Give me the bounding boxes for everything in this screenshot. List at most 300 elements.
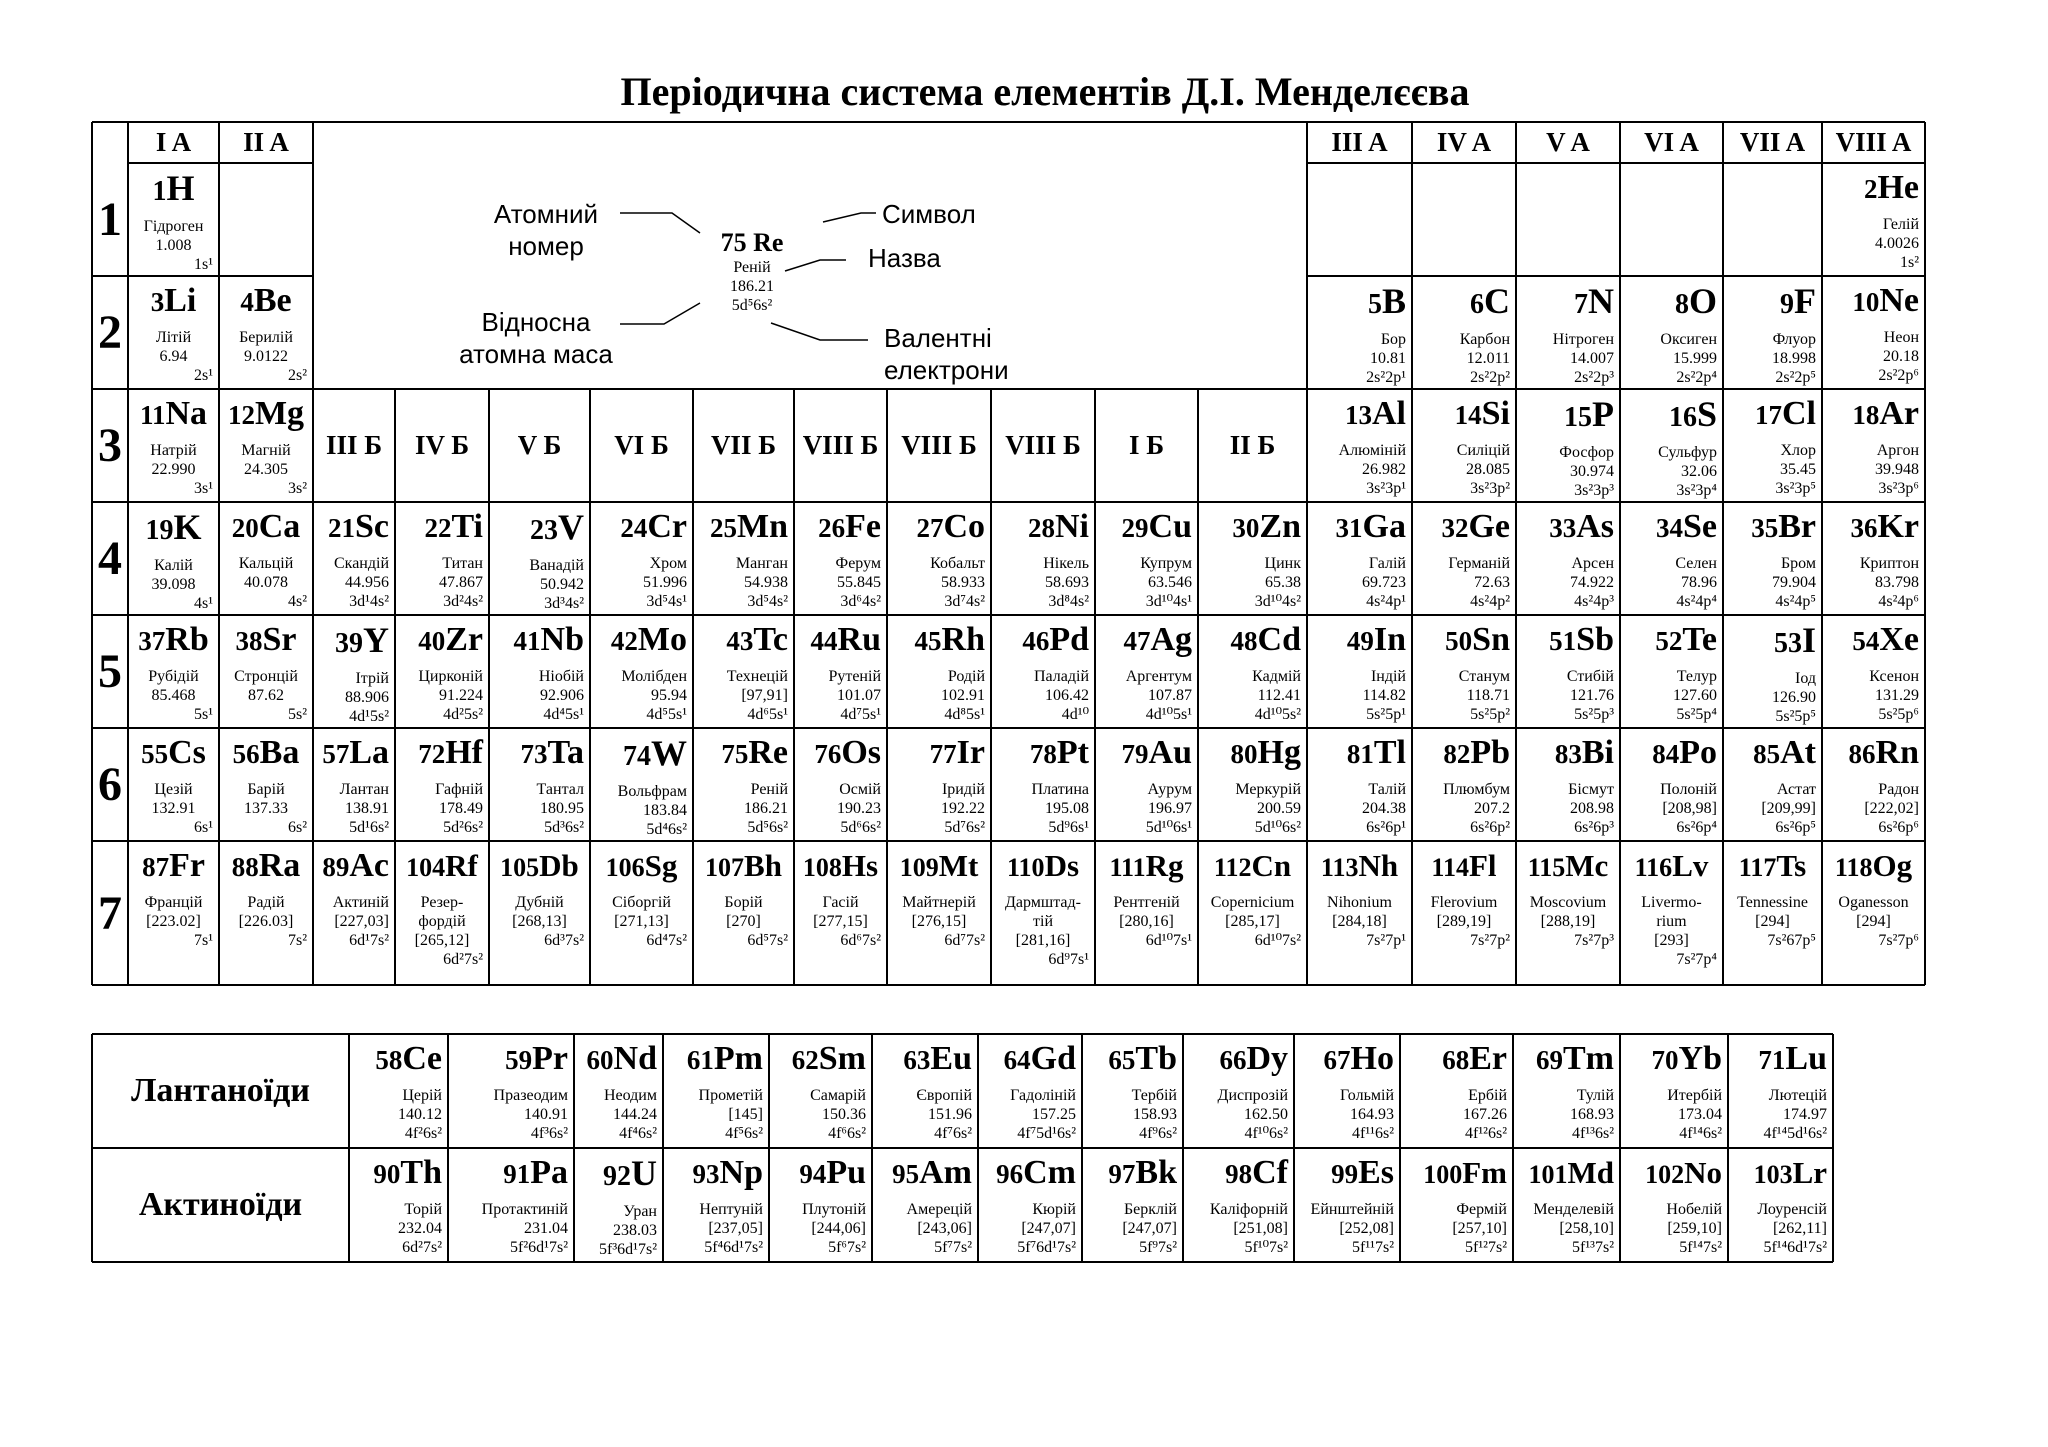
atomic-mass: [277,15]: [813, 913, 868, 930]
element-name: Гольмій: [1339, 1087, 1394, 1104]
electron-config: 3d¹4s²: [349, 593, 389, 610]
electron-config: 4d⁵5s¹: [646, 706, 687, 723]
element-symbol: Pr: [532, 1040, 568, 1077]
atomic-number: 98: [1225, 1159, 1253, 1189]
atomic-number: 2: [1863, 174, 1878, 204]
electron-config: 2s²2p²: [1470, 369, 1510, 386]
element-name: Натрій: [150, 442, 197, 459]
atomic-number: 8: [1674, 289, 1689, 320]
atomic-mass: 150.36: [822, 1106, 866, 1123]
electron-config: 4f¹³6s²: [1572, 1125, 1614, 1142]
element-name: Прометій: [698, 1087, 763, 1104]
atomic-number: 114: [1431, 853, 1469, 882]
electron-config: 4s²4p³: [1574, 593, 1614, 610]
electron-config: 4d¹⁰5s²: [1254, 706, 1301, 723]
legend-example-name: Реній: [733, 259, 771, 276]
element-symbol: Lv: [1672, 848, 1709, 883]
element-symbol: Si: [1481, 395, 1510, 432]
electron-config: 5d¹6s²: [349, 819, 389, 836]
atomic-mass: 24.305: [244, 461, 288, 478]
atomic-mass: 183.84: [643, 802, 687, 819]
element-name: Борій: [724, 894, 763, 911]
element-symbol: Lr: [1792, 1155, 1827, 1190]
element-symbol: Rb: [165, 621, 209, 658]
atomic-number: 85: [1753, 739, 1781, 769]
electron-config: 2s²2p⁵: [1775, 369, 1816, 386]
electron-config: 7s²7p²: [1470, 932, 1510, 949]
atomic-number: 81: [1346, 739, 1374, 769]
electron-config: 4d¹⁰: [1061, 706, 1089, 723]
element-name: Карбон: [1459, 331, 1510, 348]
electron-config: 3d¹⁰4s²: [1254, 593, 1301, 610]
atomic-number: 106: [605, 853, 645, 882]
element-name: Силіцій: [1456, 442, 1510, 459]
atomic-mass: [244,06]: [811, 1220, 866, 1237]
element-symbol: Ga: [1362, 508, 1406, 545]
atomic-number: 50: [1445, 626, 1473, 656]
atomic-number: 113: [1320, 853, 1359, 882]
atomic-mass: 47.867: [439, 574, 483, 591]
atomic-number: 30: [1232, 513, 1260, 543]
atomic-mass: 151.96: [928, 1106, 972, 1123]
element-name: Ферум: [835, 555, 881, 572]
atomic-mass: [223.02]: [146, 913, 201, 930]
electron-config: 4s¹: [193, 595, 213, 612]
element-symbol: Hf: [445, 734, 483, 771]
electron-config: 5f⁹7s²: [1139, 1239, 1177, 1256]
atomic-mass: 32.06: [1681, 463, 1717, 480]
element-name: Кадмій: [1252, 668, 1301, 685]
element-name: Tennessine: [1737, 894, 1808, 911]
group-header-ib: I Б: [1128, 430, 1165, 460]
atomic-mass: 85.468: [151, 687, 196, 704]
electron-config: 4s²4p⁵: [1775, 593, 1816, 610]
element-symbol: Zr: [445, 621, 483, 658]
element-symbol: I: [1801, 620, 1816, 660]
atomic-number: 71: [1758, 1045, 1786, 1075]
element-name: Каліфорній: [1209, 1201, 1288, 1218]
atomic-number: 74: [623, 741, 651, 772]
electron-config: 4s²4p¹: [1366, 593, 1406, 610]
atomic-number: 109: [899, 853, 939, 882]
element-name: Арсен: [1571, 555, 1614, 572]
atomic-number: 91: [503, 1159, 531, 1189]
atomic-number: 66: [1219, 1045, 1247, 1075]
element-symbol: P: [1592, 394, 1614, 434]
atomic-mass: 178.49: [439, 800, 483, 817]
atomic-mass: 114.82: [1362, 687, 1406, 704]
electron-config: 6d¹⁰7s²: [1254, 932, 1301, 949]
atomic-mass: 72.63: [1474, 574, 1510, 591]
legend-example-cell: [696, 228, 808, 315]
element-symbol: Kr: [1877, 508, 1919, 545]
element-symbol: Ir: [956, 734, 985, 771]
atomic-mass: [243,06]: [917, 1220, 972, 1237]
atomic-mass: [208,98]: [1662, 800, 1717, 817]
atomic-number: 55: [141, 739, 169, 769]
atomic-number: 68: [1442, 1045, 1470, 1075]
atomic-number: 63: [903, 1045, 931, 1075]
electron-config: 5f⁶7s²: [828, 1239, 866, 1256]
atomic-mass: [257,10]: [1452, 1220, 1507, 1237]
element-name: Торій: [404, 1201, 442, 1218]
element-symbol: Th: [400, 1154, 442, 1191]
element-name: Флуор: [1772, 331, 1816, 348]
atomic-number: 35: [1751, 513, 1779, 543]
atomic-mass: [289,19]: [1436, 913, 1492, 930]
element-symbol: Xe: [1879, 621, 1919, 658]
element-symbol: Na: [165, 395, 208, 432]
electron-config: 3d⁵4s²: [747, 593, 788, 610]
element-name: Фермій: [1456, 1201, 1507, 1218]
element-symbol: Ru: [837, 621, 881, 658]
element-name: Калій: [154, 557, 193, 574]
atomic-mass: 79.904: [1772, 574, 1816, 591]
element-name: Берклій: [1123, 1201, 1177, 1218]
electron-config: 4f¹⁴6s²: [1679, 1125, 1722, 1142]
leader-symbol: [823, 213, 876, 222]
element-name: Рубідій: [148, 668, 199, 685]
electron-config: 5s²5p⁵: [1775, 708, 1816, 725]
atomic-number: 46: [1022, 626, 1050, 656]
electron-config: 7s²7p¹: [1366, 932, 1406, 949]
atomic-mass: 54.938: [744, 574, 788, 591]
element-symbol: Es: [1358, 1154, 1394, 1191]
element-symbol: Bi: [1581, 734, 1614, 771]
atomic-mass: 101.07: [837, 687, 881, 704]
electron-config: 5s²5p³: [1574, 706, 1614, 723]
element-name: Оксиген: [1660, 331, 1717, 348]
electron-config: 3s²3p³: [1574, 482, 1614, 499]
element-symbol: Pm: [713, 1040, 763, 1077]
element-symbol: Sm: [818, 1040, 866, 1077]
element-symbol: Ge: [1468, 508, 1510, 545]
element-symbol: Li: [164, 282, 197, 319]
atomic-mass: 208.98: [1570, 800, 1614, 817]
element-symbol: In: [1373, 621, 1406, 658]
legend-symbol-label: Символ: [882, 199, 976, 229]
atomic-number: 31: [1335, 513, 1363, 543]
atomic-number: 118: [1834, 853, 1873, 882]
group-header-ia: I A: [155, 127, 192, 157]
element-name: Скандій: [333, 555, 389, 572]
electron-config: 7s¹: [193, 932, 213, 949]
atomic-mass: 126.90: [1772, 689, 1816, 706]
element-name: Германій: [1448, 555, 1510, 572]
element-name: Цезій: [154, 781, 193, 798]
electron-config: 6s²6p⁶: [1878, 819, 1919, 836]
element-name: Актиній: [332, 894, 389, 911]
electron-config: 4d²5s²: [443, 706, 483, 723]
element-name: Диспрозій: [1217, 1087, 1288, 1104]
element-name: Бісмут: [1568, 781, 1614, 798]
atomic-mass: 173.04: [1678, 1106, 1722, 1123]
group-header-viiib1: VIII Б: [802, 430, 879, 460]
element-symbol: Mo: [637, 621, 687, 658]
group-header-iva: IV A: [1436, 127, 1492, 157]
atomic-mass: 39.098: [151, 576, 196, 593]
atomic-number: 36: [1850, 513, 1878, 543]
element-symbol: Te: [1682, 621, 1717, 658]
element-symbol: V: [558, 507, 584, 547]
atomic-number: 99: [1331, 1159, 1359, 1189]
atomic-number: 54: [1852, 626, 1880, 656]
atomic-mass: 55.845: [837, 574, 881, 591]
atomic-number: 103: [1753, 1160, 1793, 1189]
atomic-mass: 65.38: [1265, 574, 1301, 591]
atomic-mass: 167.26: [1463, 1106, 1507, 1123]
atomic-number: 27: [916, 513, 944, 543]
atomic-mass: [145]: [728, 1106, 763, 1123]
element-symbol: W: [651, 733, 687, 773]
electron-config: 3d³4s²: [544, 595, 584, 612]
atomic-number: 43: [726, 626, 754, 656]
atomic-mass: 44.956: [345, 574, 389, 591]
atomic-number: 26: [818, 513, 846, 543]
element-name: Радій: [247, 894, 285, 911]
atomic-mass: 6.94: [159, 348, 188, 365]
element-name: Галій: [1368, 555, 1406, 572]
atomic-mass: 78.96: [1681, 574, 1717, 591]
electron-config: 5s²5p²: [1470, 706, 1510, 723]
atomic-number: 82: [1443, 739, 1471, 769]
group-header-viiia: VIII A: [1835, 127, 1912, 157]
atomic-mass: 180.95: [540, 800, 584, 817]
element-name: Nihonium: [1327, 894, 1392, 911]
element-symbol: At: [1780, 734, 1816, 771]
element-name: Уран: [623, 1203, 657, 1220]
element-symbol: Pt: [1056, 734, 1089, 771]
atomic-number: 39: [335, 628, 363, 659]
leader-valence: [771, 323, 868, 340]
atomic-mass: 137.33: [244, 800, 288, 817]
leader-relative-mass: [620, 303, 700, 324]
atomic-mass: [285,17]: [1225, 913, 1280, 930]
electron-config: 4d⁸5s¹: [944, 706, 985, 723]
element-name: Дармштад- тій: [1005, 894, 1081, 930]
atomic-number: 69: [1536, 1045, 1563, 1075]
atomic-number: 17: [1755, 400, 1782, 430]
electron-config: 6s²: [287, 819, 307, 836]
element-name: Гідроген: [143, 218, 204, 235]
atomic-mass: 28.085: [1466, 461, 1510, 478]
atomic-mass: [209,99]: [1761, 800, 1816, 817]
atomic-mass: 174.97: [1783, 1106, 1827, 1123]
electron-config: 3s²3p⁵: [1775, 480, 1816, 497]
element-symbol: B: [1381, 281, 1406, 321]
element-symbol: H: [166, 168, 195, 208]
element-name: Магній: [241, 442, 291, 459]
atomic-mass: [251,08]: [1233, 1220, 1288, 1237]
electron-config: 3s²3p¹: [1366, 480, 1406, 497]
element-symbol: Eu: [930, 1040, 972, 1077]
atomic-mass: [259,10]: [1667, 1220, 1722, 1237]
element-symbol: Hs: [841, 848, 879, 883]
electron-config: 5f¹⁴6d¹7s²: [1763, 1239, 1827, 1256]
atomic-mass: [247,07]: [1122, 1220, 1177, 1237]
electron-config: 4f⁴6s²: [619, 1125, 657, 1142]
electron-config: 5f⁷7s²: [934, 1239, 972, 1256]
atomic-number: 38: [235, 626, 263, 656]
atomic-mass: 195.08: [1045, 800, 1089, 817]
element-symbol: Sc: [355, 508, 389, 545]
element-name: Купрум: [1140, 555, 1192, 572]
element-symbol: Cr: [647, 508, 687, 545]
electron-config: 6d⁹7s¹: [1048, 951, 1089, 968]
element-symbol: Nd: [613, 1040, 657, 1077]
atomic-mass: 58.693: [1045, 574, 1089, 591]
atomic-mass: 69.723: [1362, 574, 1406, 591]
atomic-mass: 190.23: [837, 800, 881, 817]
atomic-mass: 162.50: [1244, 1106, 1288, 1123]
element-symbol: Fe: [845, 508, 881, 545]
element-name: Гафній: [435, 781, 483, 798]
electron-config: 6s²6p¹: [1366, 819, 1406, 836]
atomic-number: 100: [1423, 1160, 1463, 1189]
atomic-number: 3: [150, 287, 165, 317]
atomic-number: 60: [586, 1045, 614, 1075]
element-name: Кальцій: [238, 555, 294, 572]
atomic-mass: [280,16]: [1119, 913, 1174, 930]
element-symbol: Gd: [1030, 1040, 1076, 1077]
element-symbol: Sg: [644, 848, 678, 883]
atomic-mass: 91.224: [439, 687, 483, 704]
electron-config: 1s²: [1899, 254, 1919, 271]
legend-example-mass: 186.21: [730, 278, 774, 295]
atomic-number: 24: [620, 513, 648, 543]
element-name: Селен: [1675, 555, 1717, 572]
element-name: Ітрій: [355, 670, 389, 687]
element-symbol: K: [173, 507, 202, 547]
element-name: Цинк: [1264, 555, 1301, 572]
electron-config: 3s²: [287, 480, 307, 497]
atomic-number: 88: [231, 852, 259, 882]
group-header-iiib: III Б: [325, 430, 383, 460]
atomic-number: 110: [1006, 853, 1045, 882]
atomic-number: 11: [139, 400, 166, 430]
atomic-number: 37: [138, 626, 166, 656]
element-name: Платина: [1031, 781, 1089, 798]
element-name: Аурум: [1147, 781, 1192, 798]
electron-config: 4f¹²6s²: [1465, 1125, 1507, 1142]
element-symbol: Mn: [737, 508, 788, 545]
element-symbol: Tb: [1135, 1040, 1177, 1077]
element-symbol: Po: [1679, 734, 1717, 771]
atomic-number: 14: [1454, 400, 1482, 430]
element-name: Дубній: [515, 894, 564, 911]
element-name: Итербій: [1667, 1087, 1722, 1104]
electron-config: 3d⁸4s²: [1048, 593, 1089, 610]
element-symbol: F: [1794, 281, 1816, 321]
period-number: 1: [98, 193, 122, 246]
element-symbol: Ti: [451, 508, 483, 545]
electron-config: 5d⁴6s²: [646, 821, 687, 838]
atomic-number: 86: [1848, 739, 1876, 769]
element-name: Станум: [1458, 668, 1510, 685]
atomic-number: 33: [1549, 513, 1577, 543]
element-symbol: Cm: [1023, 1154, 1076, 1191]
element-name: Реній: [750, 781, 788, 798]
atomic-number: 78: [1029, 739, 1057, 769]
group-header-viia: VII A: [1739, 127, 1806, 157]
element-symbol: Cl: [1782, 395, 1816, 432]
atomic-number: 56: [232, 739, 260, 769]
atomic-number: 1: [152, 176, 167, 207]
atomic-number: 105: [500, 853, 540, 882]
series-label-lanthanides: Лантаноїди: [131, 1072, 310, 1109]
element-name: Нептуній: [699, 1201, 763, 1218]
element-name: Празеодим: [493, 1087, 568, 1104]
element-name: Менделевій: [1533, 1201, 1614, 1218]
atomic-mass: 106.42: [1045, 687, 1089, 704]
legend-example-symbol: 75 Re: [720, 228, 784, 257]
element-name: Меркурій: [1235, 781, 1301, 798]
atomic-number: 57: [322, 739, 350, 769]
element-symbol: Al: [1372, 395, 1406, 432]
element-symbol: Cs: [168, 734, 206, 771]
group-header-viiib3: VIII Б: [1005, 430, 1081, 460]
atomic-mass: 138.91: [345, 800, 389, 817]
atomic-number: 23: [530, 515, 558, 546]
atomic-mass: 231.04: [524, 1220, 568, 1237]
atomic-mass: 121.76: [1570, 687, 1614, 704]
element-symbol: Br: [1778, 508, 1816, 545]
atomic-mass: 58.933: [941, 574, 985, 591]
element-symbol: Sn: [1472, 621, 1510, 658]
element-symbol: Cu: [1148, 508, 1192, 545]
element-symbol: U: [631, 1153, 657, 1193]
element-symbol: As: [1576, 508, 1614, 545]
element-name: Вольфрам: [617, 783, 687, 800]
atomic-number: 61: [686, 1045, 714, 1075]
atomic-number: 97: [1108, 1159, 1136, 1189]
electron-config: 7s²67p⁵: [1767, 932, 1816, 949]
page-title: Періодична система елементів Д.І. Менделєєва: [620, 69, 1470, 114]
atomic-mass: [284,18]: [1332, 913, 1387, 930]
element-name: Індій: [1370, 668, 1406, 685]
atomic-mass: 118.71: [1466, 687, 1510, 704]
atomic-mass: [288,19]: [1540, 913, 1596, 930]
element-symbol: Ce: [402, 1040, 442, 1077]
atomic-number: 42: [610, 626, 638, 656]
element-symbol: Fl: [1469, 848, 1497, 883]
element-symbol: Rh: [941, 621, 985, 658]
electron-config: 6d⁵7s²: [747, 932, 788, 949]
element-symbol: O: [1688, 281, 1717, 321]
atomic-mass: 157.25: [1032, 1106, 1076, 1123]
period-number: 5: [98, 645, 122, 698]
atomic-number: 90: [373, 1159, 401, 1189]
element-name: Стронцій: [234, 668, 298, 685]
element-symbol: S: [1696, 394, 1717, 434]
atomic-mass: 74.922: [1570, 574, 1614, 591]
element-name: Гадоліній: [1010, 1087, 1076, 1104]
element-name: Нобелій: [1666, 1201, 1722, 1218]
electron-config: 3s¹: [193, 480, 213, 497]
element-symbol: Ta: [547, 734, 584, 771]
electron-config: 4d⁴5s¹: [543, 706, 584, 723]
element-name: Стибій: [1566, 668, 1614, 685]
atomic-mass: [226.03]: [238, 913, 294, 930]
atomic-mass: 200.59: [1257, 800, 1301, 817]
element-name: Технецій: [726, 668, 788, 685]
atomic-mass: [271,13]: [614, 913, 669, 930]
element-name: Францій: [144, 894, 203, 911]
atomic-number: 107: [705, 853, 745, 882]
electron-config: 2s²2p⁶: [1878, 367, 1919, 384]
electron-config: 5f¹²7s²: [1465, 1239, 1507, 1256]
element-name: Ейнштейній: [1310, 1201, 1394, 1218]
